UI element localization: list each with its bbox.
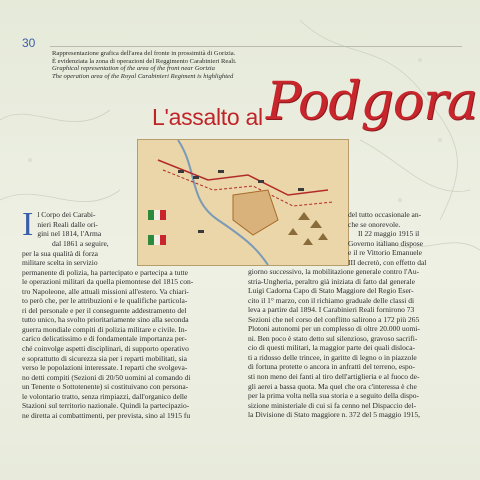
- text-line: di fortuna protette o ancora in anfratti del terreno, espo-: [248, 362, 416, 372]
- text-line: III decretò, con effetto dal: [348, 257, 427, 267]
- text-line: e il re Vittorio Emanuele: [348, 248, 422, 258]
- title-prefix: L'assalto al: [152, 104, 263, 130]
- text-line: la Divisione di Stato maggiore n. 372 del 5 maggio 1915,: [248, 410, 421, 420]
- page-number: 30: [22, 36, 36, 50]
- text-line: verso le popolazioni interessate. I reparti che svolgeva-: [22, 363, 188, 373]
- text-line: ché coinvolge aspetti disciplinari, di supporto operativo: [22, 344, 189, 354]
- text-line: le operazioni militari da quella piemontese del 1815 con-: [22, 277, 194, 287]
- text-line: militare scelta in servizio: [22, 258, 98, 268]
- caption-it-line1: Rappresentazione grafica dell'area del fronte in prossimità di Gorizia.: [52, 50, 236, 57]
- body-right-column: [248, 267, 460, 420]
- text-line: Governo italiano dispose: [348, 238, 423, 248]
- text-line: guerra mondiale compiti di polizia militare e civile. In-: [22, 324, 188, 334]
- map-caption: [52, 50, 262, 80]
- top-rule: [50, 46, 462, 47]
- text-line: ri del personale e per il conseguente addestramento del: [22, 305, 187, 315]
- caption-en-line2: The operation area of the Royal Carabinieri Regiment is highlighted: [52, 72, 234, 80]
- text-line: cito il 1° marzo, con il richiamo graduale delle classi di: [248, 295, 415, 305]
- text-line: e soprattutto di sicurezza sia per i reparti mobilitati, sia: [22, 353, 187, 363]
- text-line: ne diretta ai combattimenti, per prevista, sino al 1915 fu: [22, 410, 191, 420]
- text-line: permanente di polizia, ha partecipato e partecipa a tutte: [22, 267, 188, 277]
- text-line: per la prima volta nella sua storia e a seguito della dispo-: [248, 391, 419, 401]
- caption-it-line2: È evidenziata la zona di operazioni del Reggimento Carabinieri Reali.: [52, 57, 237, 65]
- text-line: tutto unico, ha svolto prioritariamente sino alla seconda: [22, 315, 189, 325]
- text-line: tro Napoleone, alle attuali missioni all'estero. Va chiari-: [22, 286, 189, 296]
- text-line: dal 1861 a seguire,: [52, 239, 109, 248]
- text-line: no detti compiti (Sezioni di 20/50 uomini al comando di: [22, 372, 191, 382]
- body-left-column: [22, 206, 232, 420]
- text-line: per la sua qualità di forza: [22, 248, 99, 258]
- text-line: gli aerei a bassa quota. Ma quel che ora c'interessa è che: [248, 381, 417, 391]
- text-line: Stazioni sul territorio nazionale. Quindi la partecipazio-: [22, 401, 190, 411]
- body-right-column-top: [348, 210, 460, 267]
- text-line: carico delicatissimo e di fondamentale importanza per-: [22, 334, 187, 344]
- text-line: le volontario tratto, senza rimpiazzi, dall'organico delle: [22, 391, 188, 401]
- text-line: ti a ridosso delle trincee, in garitte di legno o in piazzole: [248, 352, 417, 362]
- text-line: giorno successivo, la mobilitazione generale contro l'Au-: [248, 267, 420, 276]
- text-line: to però che, per le attribuzioni e le qualifiche particola-: [22, 296, 188, 306]
- text-line: gini nel 1814, l'Arma: [37, 229, 102, 239]
- text-line: Il 22 maggio 1915 il: [358, 229, 420, 239]
- text-line: cio di questi militari, la maggior parte dei quali disloca-: [248, 343, 416, 353]
- text-line: l Corpo dei Carabi-: [37, 210, 96, 219]
- text-line: stria-Ungheria, peraltro già iniziata di fatto dal generale: [248, 276, 416, 286]
- text-line: Luigi Cadorna Capo di Stato Maggiore del Regio Eser-: [248, 286, 414, 296]
- text-line: un Tenente o Sottotenente) si costituivano con persona-: [22, 382, 189, 392]
- text-line: sizione ministeriale di cui si fa cenno nel Dispaccio del-: [248, 400, 417, 410]
- text-line: ni. Ben poco è stato detto sul silenzioso, gravoso sacrifi-: [248, 333, 418, 343]
- text-line: nieri Reali dalle ori-: [37, 219, 98, 229]
- caption-en-line1: Graphical representation of the area of the front near Gorizia: [52, 65, 215, 73]
- text-line: sti non meno dei fanti al tiro dell'artiglieria e al fuoco de-: [248, 372, 420, 382]
- text-line: Plotoni autonomi per un complesso di oltre 20.000 uomi-: [248, 324, 420, 334]
- text-line: che se onorevole.: [348, 219, 401, 229]
- text-line: del tutto occasionale an-: [348, 210, 422, 219]
- text-line: leva a partire dal 1894. I Carabinieri Reali fornirono 73: [248, 305, 415, 315]
- drop-cap: I: [22, 206, 34, 243]
- title-main: Podgora: [266, 72, 477, 132]
- text-line: Sezioni che nel corso del conflitto salirono a 172 più 265: [248, 314, 420, 324]
